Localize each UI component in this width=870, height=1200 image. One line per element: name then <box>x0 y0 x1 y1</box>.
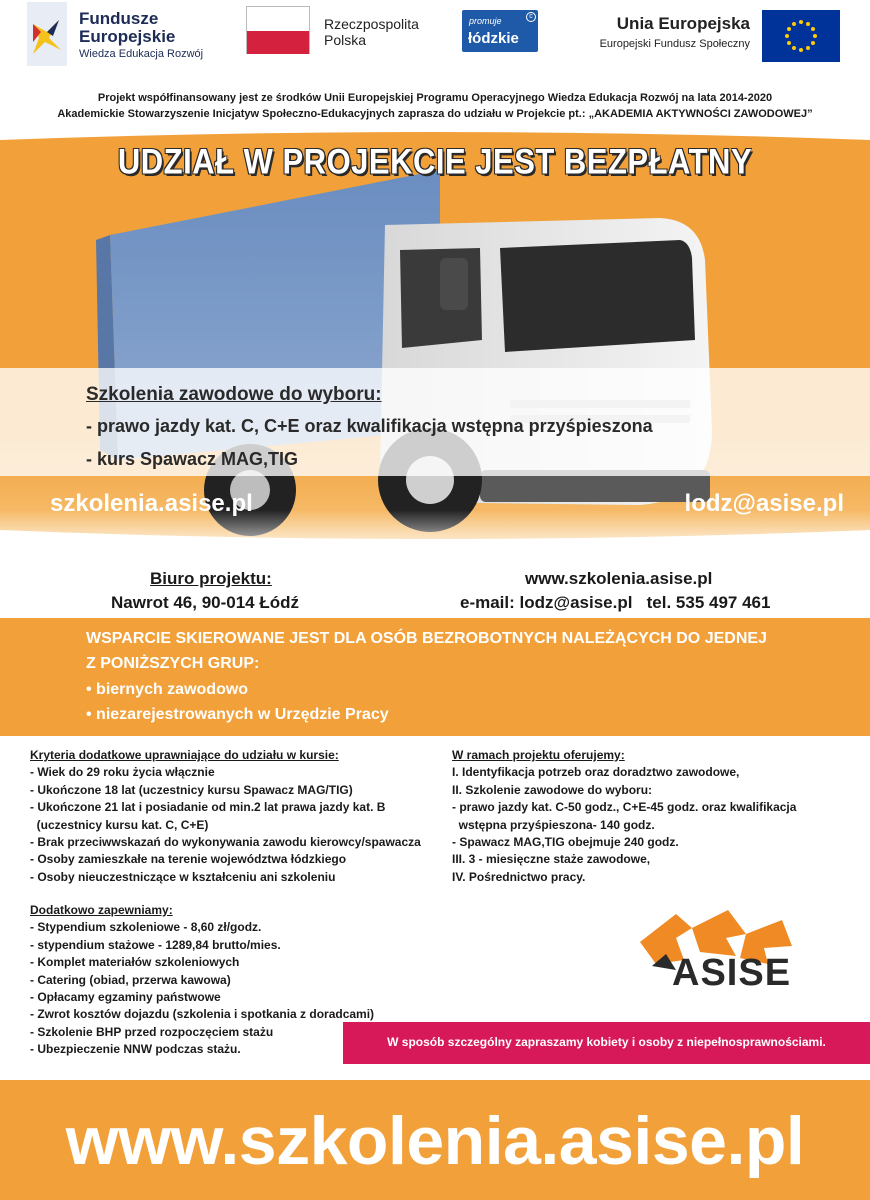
training-heading: Szkolenia zawodowe do wyboru: <box>86 384 382 405</box>
office-address: Nawrot 46, 90-014 Łódź <box>111 593 300 612</box>
footer-website-link[interactable]: www.szkolenia.asise.pl <box>65 1103 805 1179</box>
list-item: IV. Pośrednictwo pracy. <box>452 869 586 884</box>
promuje-lodzkie-logo <box>462 10 538 52</box>
list-item: - Osoby zamieszkałe na terenie województwa łódzkiego <box>30 852 347 867</box>
rp-line1: Rzeczpospolita <box>324 16 419 32</box>
list-item: II. Szkolenie zawodowe do wyboru: <box>452 782 653 797</box>
list-item: - Wiek do 29 roku życia włącznie <box>30 765 215 780</box>
criteria-section <box>30 747 450 886</box>
polish-flag-icon <box>246 6 310 54</box>
hero-email-link[interactable]: lodz@asise.pl <box>684 490 844 517</box>
asise-name: ASISE <box>672 952 792 994</box>
list-item: - Brak przeciwwskazań do wykonywania zawodu kierowcy/spawacza <box>30 835 421 850</box>
offer-heading: W ramach projektu oferujemy: <box>452 748 625 762</box>
list-item: III. 3 - miesięczne staże zawodowe, <box>452 852 651 867</box>
fe-star-icon <box>27 2 67 66</box>
list-item: - Ubezpieczenie NNW podczas stażu. <box>30 1042 241 1057</box>
support-band <box>0 618 870 736</box>
logos-bar <box>0 0 870 80</box>
list-item: (uczestnicy kursu kat. C, C+E) <box>30 817 209 832</box>
offer-section <box>452 747 852 886</box>
ue-line1: Unia Europejska <box>616 14 750 33</box>
list-item: I. Identyfikacja potrzeb oraz doradztwo zawodowe, <box>452 765 740 780</box>
list-item: - Catering (obiad, przerwa kawowa) <box>30 972 231 987</box>
list-item: - Opłacamy egzaminy państwowe <box>30 990 221 1005</box>
rp-line2: Polska <box>324 32 367 48</box>
list-item: - Komplet materiałów szkoleniowych <box>30 955 240 970</box>
rzeczpospolita-logo <box>246 6 446 56</box>
fundusze-europejskie-logo <box>27 2 247 66</box>
hero-title: UDZIAŁ W PROJEKCIE JEST BEZPŁATNY <box>117 141 753 182</box>
lodz-line1: promuje <box>469 16 502 26</box>
fe-subtitle: Wiedza Edukacja Rozwój <box>79 48 204 60</box>
ue-line2: Europejski Fundusz Społeczny <box>599 38 750 50</box>
list-item: - Spawacz MAG,TIG obejmuje 240 godz. <box>452 835 679 850</box>
list-item: - Osoby nieuczestniczące w kształceniu ani szkoleniu <box>30 869 336 884</box>
footer-band <box>0 1080 870 1200</box>
list-item: - stypendium stażowe - 1289,84 brutto/mies. <box>30 937 281 952</box>
invitation-bar <box>343 1022 870 1064</box>
asise-logo <box>636 908 816 996</box>
invitation-text: W sposób szczególny zapraszamy kobiety i osoby z niepełnosprawnościami. <box>387 1035 826 1049</box>
list-item: - Stypendium szkoleniowe - 8,60 zł/godz. <box>30 920 262 935</box>
fe-title-line2: Europejskie <box>79 27 176 46</box>
lodz-line2: łódzkie <box>468 30 519 47</box>
criteria-heading: Kryteria dodatkowe uprawniające do udziału w kursie: <box>30 748 339 762</box>
support-line1: WSPARCIE SKIEROWANE JEST DLA OSÓB BEZROBOTNYCH NALEŻĄCYCH DO JEDNEJ <box>86 630 767 647</box>
support-group-unregistered: • niezarejestrowanych w Urzędzie Pracy <box>86 706 389 723</box>
fe-title-line1: Fundusze <box>79 9 159 28</box>
intro-line2: Akademickie Stowarzyszenie Inicjatyw Społeczno-Edukacyjnych zaprasza do udziału w Projekcie pt.: „AKADEMIA AKTYWNOŚCI ZAWODOWEJ” <box>57 108 813 120</box>
training-item-driving: - prawo jazdy kat. C, C+E oraz kwalifikacja wstępna przyśpieszona <box>86 416 653 436</box>
intro-text <box>0 90 870 122</box>
office-label: Biuro projektu: <box>150 569 272 588</box>
list-item: - Szkolenie BHP przed rozpoczęciem stażu <box>30 1024 274 1039</box>
support-group-passive: • biernych zawodowo <box>86 681 249 698</box>
list-item: wstępna przyśpieszona- 140 godz. <box>452 817 655 832</box>
office-website-link[interactable]: www.szkolenia.asise.pl <box>525 569 713 588</box>
extras-heading: Dodatkowo zapewniamy: <box>30 903 173 917</box>
eu-flag-icon <box>762 10 840 62</box>
list-item: - prawo jazdy kat. C-50 godz., C+E-45 godz. oraz kwalifikacja <box>452 800 797 815</box>
copyright-icon: c <box>526 12 536 22</box>
list-item: - Ukończone 18 lat (uczestnicy kursu Spawacz MAG/TIG) <box>30 782 353 797</box>
office-contact: e-mail: lodz@asise.pl tel. 535 497 461 <box>460 593 771 612</box>
intro-line1: Projekt współfinansowany jest ze środków Unii Europejskiej Programu Operacyjnego Wiedza Edukacja Rozwój na lata 2014-2020 <box>97 92 773 104</box>
unia-europejska-text <box>570 14 750 50</box>
support-line2: Z PONIŻSZYCH GRUP: <box>86 655 260 672</box>
hero-website-link[interactable]: szkolenia.asise.pl <box>50 490 253 517</box>
list-item: - Zwrot kosztów dojazdu (szkolenia i spotkania z doradcami) <box>30 1007 375 1022</box>
list-item: - Ukończone 21 lat i posiadanie od min.2 lat prawa jazdy kat. B <box>30 800 386 815</box>
training-item-welding: - kurs Spawacz MAG,TIG <box>86 449 299 469</box>
hero-banner <box>0 130 870 558</box>
